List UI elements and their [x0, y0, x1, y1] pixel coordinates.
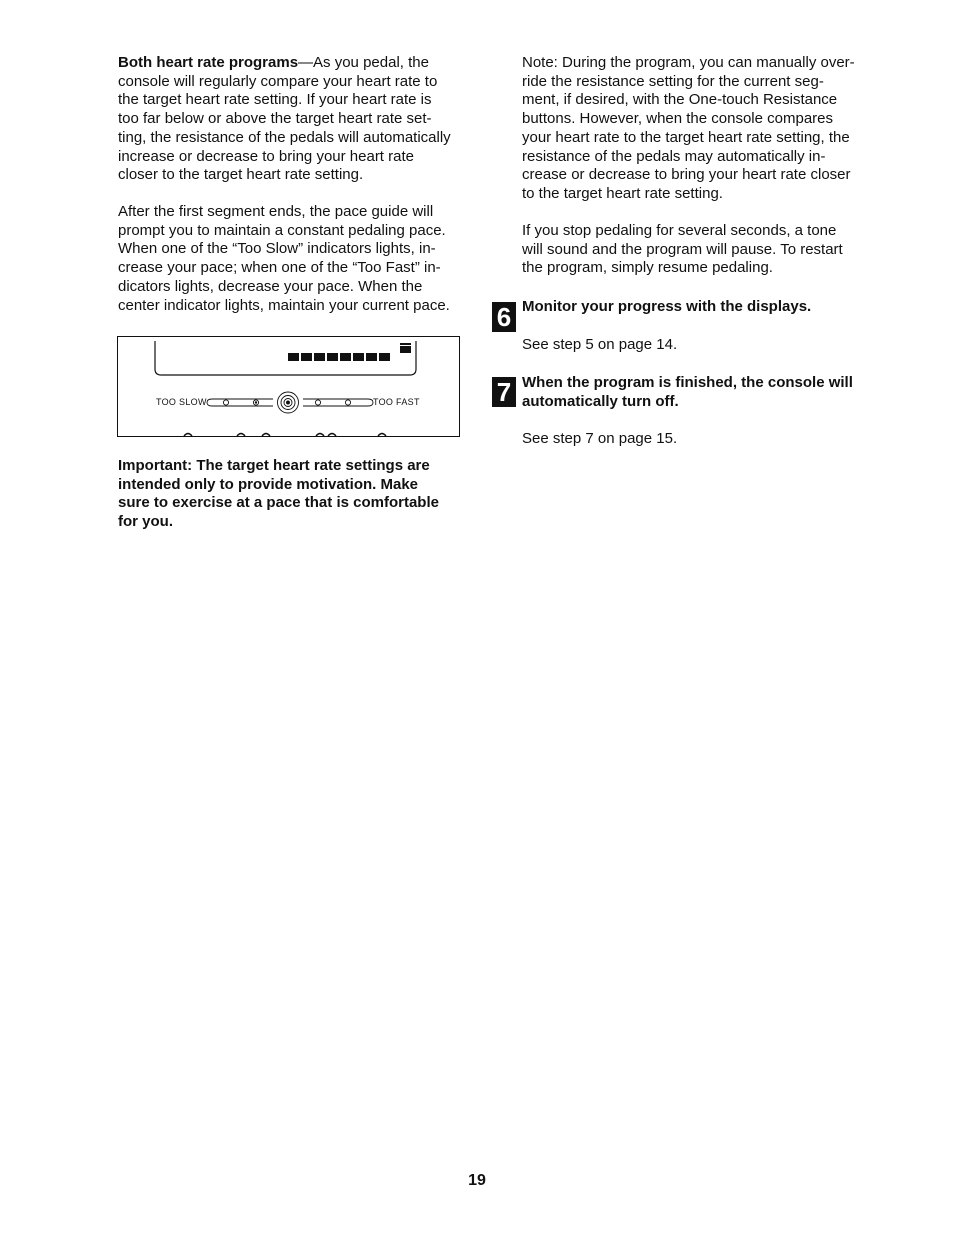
page-number: 19: [468, 1172, 486, 1189]
step-7-heading: When the program is finished, the console will automatically turn off.: [522, 374, 853, 410]
step-6-body: See step 5 on page 14.: [522, 336, 678, 353]
console-display-figure: [117, 336, 460, 437]
segment-bar: [288, 343, 411, 361]
too-slow-label: TOO SLOW: [156, 397, 207, 407]
pace-guide-paragraph: After the first segment ends, the pace guide will prompt you to maintain a constant pedaling pace. When one of the “Too Slow” indicators lights, in- crease your pace; when one of the “Too Fast” in- dicators lights, decrease your pace. When the center indicator lights, maintain your current pace.: [118, 203, 450, 314]
heart-rate-heading: Both heart rate programs: [118, 54, 299, 71]
pace-guide-track: [207, 392, 373, 413]
important-paragraph: Important: The target heart rate settings are intended only to provide motivation. Make sure to exercise at a pace that is comfortable for you.: [118, 457, 439, 531]
step-6-heading: Monitor your progress with the displays.: [522, 298, 812, 315]
step-6-badge: 6: [492, 302, 516, 332]
note-paragraph: Note: During the program, you can manually over- ride the resistance setting for the current seg- ment, if desired, with the One-touch Resistance buttons. However, when the console compares your heart rate to the target heart rate setting, the resistance of the pedals may automatically in- crease or decrease to bring your heart rate closer to the target heart rate setting.: [522, 54, 855, 202]
heart-rate-first-line: As you pedal, the: [313, 54, 429, 71]
console-display-illustration: [118, 337, 459, 436]
stop-pedaling-paragraph: If you stop pedaling for several seconds, a tone will sound and the program will pause. To restart the program, simply resume pedaling.: [522, 222, 843, 277]
heart-rate-paragraph: [118, 54, 451, 185]
step-7-body: See step 7 on page 15.: [522, 430, 678, 447]
heart-rate-body: console will regularly compare your heart rate to the target heart rate setting. If your heart rate is too far below or above the target heart rate set- ting, the resistance of the pedals will automatically increase or decrease to bring your heart rate closer to the target heart rate setting.: [118, 72, 451, 184]
too-fast-label: TOO FAST: [373, 397, 420, 407]
em-dash: —: [298, 54, 314, 71]
step-7-badge: 7: [492, 377, 516, 407]
button-tops: [184, 434, 386, 437]
